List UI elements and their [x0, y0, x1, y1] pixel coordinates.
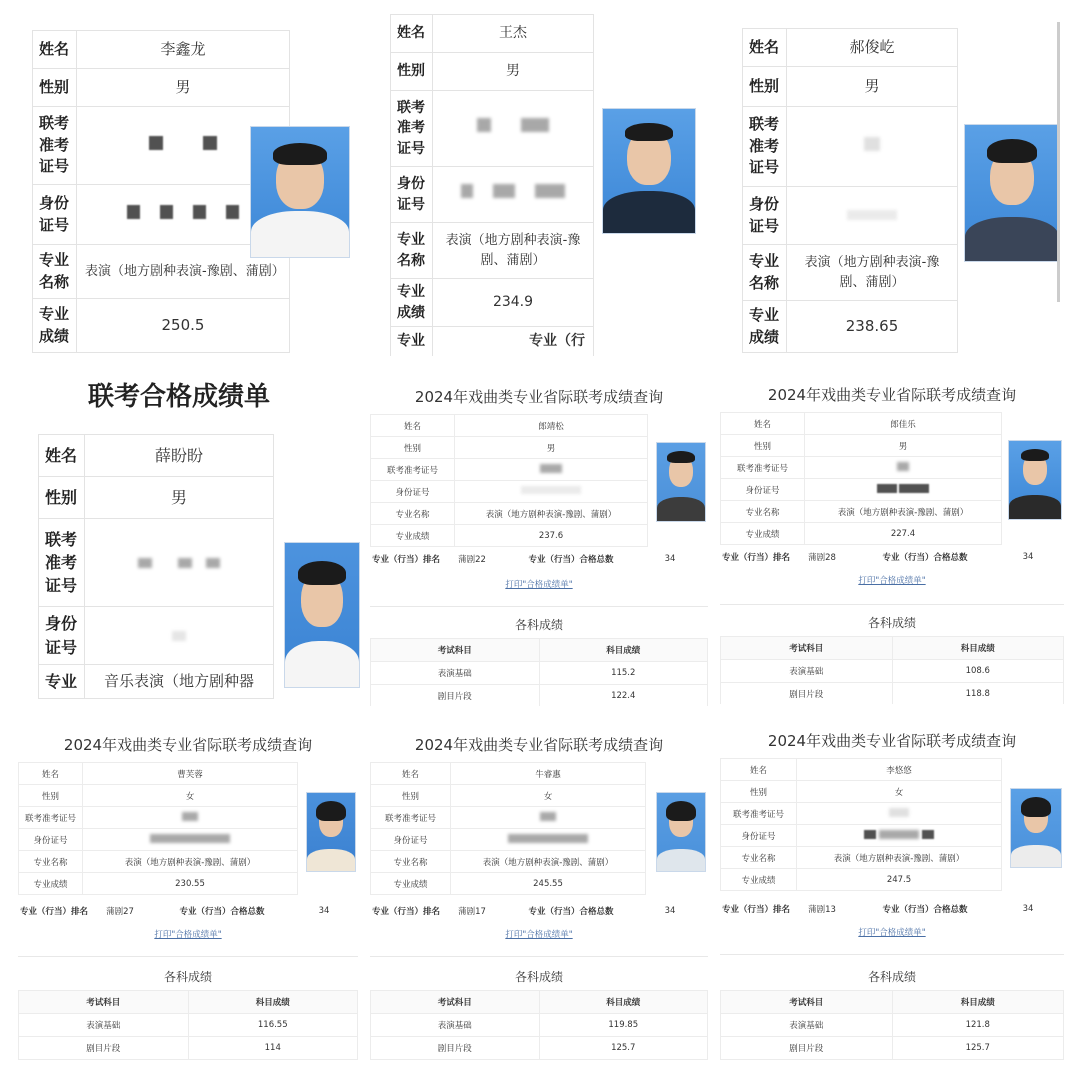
print-link[interactable]: 打印"合格成绩单" [858, 576, 926, 586]
subject-col-header: 考试科目 [721, 991, 893, 1014]
subject-name: 表演基础 [721, 660, 893, 683]
table-row [721, 1037, 1064, 1060]
total-label: 专业（行当）合格总数 [882, 905, 968, 915]
score-card-c [740, 22, 1062, 356]
name-value: 郝俊屹 [787, 29, 958, 67]
name-value: 薛盼盼 [85, 435, 274, 477]
major-label: 专业名称 [391, 223, 433, 279]
gender-value: 男 [455, 437, 648, 459]
exam-number-label: 联考准考证号 [391, 91, 433, 167]
major-value: 音乐表演（地方剧种器 [85, 665, 274, 699]
exam-number-label: 联考准考证号 [371, 459, 455, 481]
name-label: 姓名 [721, 413, 805, 435]
score-card-d [30, 370, 360, 700]
score-label: 专业成绩 [371, 873, 451, 895]
name-label: 姓名 [39, 435, 85, 477]
name-value: 李鑫龙 [77, 31, 290, 69]
print-link[interactable]: 打印"合格成绩单" [858, 928, 926, 938]
gender-value: 女 [83, 785, 298, 807]
subject-score: 118.8 [892, 683, 1064, 705]
rank-label: 专业（行当）排名 [721, 553, 790, 563]
candidate-photo [656, 442, 706, 522]
gender-value: 女 [451, 785, 646, 807]
gender-value: 男 [85, 477, 274, 519]
gender-label: 性别 [371, 785, 451, 807]
subjects-title: 各科成绩 [867, 970, 916, 984]
rank-label: 专业（行当）排名 [19, 907, 88, 917]
exam-number-redacted [797, 803, 1002, 825]
exam-number-redacted [85, 519, 274, 607]
rank-value: 蒲剧17 [458, 907, 486, 917]
subject-score: 125.7 [892, 1037, 1064, 1060]
major-value: 表演（地方剧种表演-豫剧、蒲剧） [77, 245, 290, 299]
score-label: 专业成绩 [743, 301, 787, 353]
major-label: 专业名称 [19, 851, 83, 873]
id-number-label: 身份证号 [33, 185, 77, 245]
subjects-title: 各科成绩 [514, 618, 563, 632]
candidate-photo [602, 108, 696, 234]
table-row [371, 1037, 708, 1060]
candidate-photo [656, 792, 706, 872]
major-value: 表演（地方剧种表演-豫剧、蒲剧） [797, 847, 1002, 869]
subject-score: 121.8 [892, 1014, 1064, 1037]
name-label: 姓名 [391, 15, 433, 53]
major-value: 表演（地方剧种表演-豫剧、蒲剧） [433, 223, 594, 279]
major-label: 专业名称 [721, 847, 797, 869]
major-label: 专业名称 [371, 503, 455, 525]
print-link[interactable]: 打印"合格成绩单" [505, 930, 573, 940]
gender-label: 性别 [721, 781, 797, 803]
exam-number-label: 联考准考证号 [39, 519, 85, 607]
subject-score: 116.55 [188, 1014, 358, 1037]
exam-number-redacted [805, 457, 1002, 479]
subject-score: 119.85 [539, 1014, 708, 1037]
gender-label: 性别 [39, 477, 85, 519]
rank-label: 专业（行当）排名 [721, 905, 790, 915]
total-value: 34 [664, 906, 676, 916]
major-short-label: 专业 [39, 665, 85, 699]
gender-label: 性别 [371, 437, 455, 459]
name-label: 姓名 [33, 31, 77, 69]
scrollbar[interactable] [1057, 22, 1060, 302]
candidate-photo [284, 542, 360, 688]
table-row [371, 685, 708, 707]
query-title: 2024年戏曲类专业省际联考成绩查询 [767, 732, 1017, 750]
score-value: 247.5 [797, 869, 1002, 891]
score-value: 237.6 [455, 525, 648, 547]
major-label: 专业名称 [743, 245, 787, 301]
subject-name: 剧目片段 [371, 1037, 540, 1060]
query-title: 2024年戏曲类专业省际联考成绩查询 [63, 736, 313, 754]
rank-label: 专业（行当）排名 [371, 907, 440, 917]
subject-score: 125.7 [539, 1037, 708, 1060]
name-value: 曹芙蓉 [83, 763, 298, 785]
subject-score: 108.6 [892, 660, 1064, 683]
subject-name: 剧目片段 [19, 1037, 189, 1060]
subject-score: 115.2 [539, 662, 708, 685]
candidate-photo [964, 124, 1060, 262]
exam-number-redacted [433, 91, 594, 167]
major-value: 表演（地方剧种表演-豫剧、蒲剧） [83, 851, 298, 873]
subject-name: 剧目片段 [371, 685, 540, 707]
id-number-label: 身份证号 [39, 607, 85, 665]
score-card-e [370, 378, 708, 706]
name-value: 王杰 [433, 15, 594, 53]
subject-col-header: 考试科目 [721, 637, 893, 660]
score-card-i [720, 724, 1064, 1064]
name-value: 李悠悠 [797, 759, 1002, 781]
gender-value: 女 [797, 781, 1002, 803]
subject-col-header: 考试科目 [19, 991, 189, 1014]
table-row [371, 1014, 708, 1037]
major-label: 专业名称 [33, 245, 77, 299]
rank-value: 蒲剧22 [458, 555, 486, 565]
total-value: 34 [1022, 904, 1034, 914]
id-number-redacted [455, 481, 648, 503]
id-number-label: 身份证号 [371, 481, 455, 503]
score-label: 专业成绩 [721, 869, 797, 891]
exam-number-redacted [787, 107, 958, 187]
subject-col-header: 考试科目 [371, 991, 540, 1014]
subject-name: 表演基础 [371, 662, 540, 685]
exam-number-label: 联考准考证号 [371, 807, 451, 829]
total-label: 专业（行当）合格总数 [179, 907, 265, 917]
score-value: 245.55 [451, 873, 646, 895]
major-label: 专业名称 [371, 851, 451, 873]
name-label: 姓名 [743, 29, 787, 67]
total-label: 专业（行当）合格总数 [528, 555, 614, 565]
score-value: 227.4 [805, 523, 1002, 545]
score-value: 234.9 [433, 279, 594, 327]
rank-value: 蒲剧27 [106, 907, 134, 917]
name-label: 姓名 [721, 759, 797, 781]
id-number-redacted [85, 607, 274, 665]
score-card-a [30, 28, 360, 356]
table-row [721, 1014, 1064, 1037]
total-label: 专业（行当）合格总数 [882, 553, 968, 563]
score-label: 专业成绩 [33, 299, 77, 353]
id-number-label: 身份证号 [721, 479, 805, 501]
exam-number-redacted [451, 807, 646, 829]
subject-name: 剧目片段 [721, 1037, 893, 1060]
score-card-b [388, 10, 706, 356]
candidate-photo [306, 792, 356, 872]
candidate-photo [1010, 788, 1062, 868]
subject-name: 剧目片段 [721, 683, 893, 705]
major-short-label: 专业 [391, 327, 433, 357]
total-value: 34 [664, 554, 676, 564]
exam-number-redacted [83, 807, 298, 829]
gender-label: 性别 [33, 69, 77, 107]
total-value: 34 [318, 906, 330, 916]
subject-score-col-header: 科目成绩 [892, 991, 1064, 1014]
id-number-redacted [433, 167, 594, 223]
gender-value: 男 [433, 53, 594, 91]
subject-score-col-header: 科目成绩 [539, 991, 708, 1014]
exam-number-label: 联考准考证号 [721, 457, 805, 479]
id-number-redacted [451, 829, 646, 851]
gender-label: 性别 [391, 53, 433, 91]
gender-label: 性别 [19, 785, 83, 807]
subject-col-header: 考试科目 [371, 639, 540, 662]
table-row [721, 683, 1064, 705]
rank-label: 专业（行当）排名 [371, 555, 440, 565]
exam-number-label: 联考准考证号 [19, 807, 83, 829]
total-value: 34 [1022, 552, 1034, 562]
major-value: 表演（地方剧种表演-豫剧、蒲剧） [451, 851, 646, 873]
score-label: 专业成绩 [371, 525, 455, 547]
id-number-label: 身份证号 [371, 829, 451, 851]
query-title: 2024年戏曲类专业省际联考成绩查询 [414, 736, 664, 754]
name-label: 姓名 [371, 763, 451, 785]
subject-score-col-header: 科目成绩 [188, 991, 358, 1014]
gender-label: 性别 [743, 67, 787, 107]
id-number-label: 身份证号 [721, 825, 797, 847]
subject-name: 表演基础 [19, 1014, 189, 1037]
subjects-title: 各科成绩 [514, 970, 563, 984]
id-number-redacted [797, 825, 1002, 847]
score-card-f [720, 376, 1064, 704]
subject-score-col-header: 科目成绩 [892, 637, 1064, 660]
id-number-redacted [805, 479, 1002, 501]
subject-score: 122.4 [539, 685, 708, 707]
subject-score: 114 [188, 1037, 358, 1060]
table-row [19, 1014, 358, 1037]
major-value: 表演（地方剧种表演-豫剧、蒲剧） [455, 503, 648, 525]
score-card-h [370, 728, 708, 1064]
query-title: 2024年戏曲类专业省际联考成绩查询 [414, 388, 664, 406]
id-number-label: 身份证号 [743, 187, 787, 245]
name-label: 姓名 [371, 415, 455, 437]
score-label: 专业成绩 [721, 523, 805, 545]
total-label: 专业（行当）合格总数 [528, 907, 614, 917]
exam-number-redacted [455, 459, 648, 481]
candidate-photo [250, 126, 350, 258]
name-label: 姓名 [19, 763, 83, 785]
subject-name: 表演基础 [371, 1014, 540, 1037]
subjects-title: 各科成绩 [867, 616, 916, 630]
rank-value: 蒲剧28 [808, 553, 836, 563]
print-link[interactable]: 打印"合格成绩单" [154, 930, 222, 940]
rank-label-cut: 专业（行 [433, 327, 594, 357]
major-label: 专业名称 [721, 501, 805, 523]
candidate-photo [1008, 440, 1062, 520]
exam-number-label: 联考准考证号 [33, 107, 77, 185]
page-title: 联考合格成绩单 [88, 382, 271, 412]
major-value: 表演（地方剧种表演-豫剧、蒲剧） [805, 501, 1002, 523]
table-row [721, 660, 1064, 683]
score-card-g [18, 728, 358, 1064]
id-number-label: 身份证号 [19, 829, 83, 851]
table-row [371, 662, 708, 685]
score-label: 专业成绩 [19, 873, 83, 895]
subjects-title: 各科成绩 [163, 970, 212, 984]
id-number-redacted [83, 829, 298, 851]
id-number-redacted [787, 187, 958, 245]
score-value: 230.55 [83, 873, 298, 895]
name-value: 郎靖松 [455, 415, 648, 437]
subject-name: 表演基础 [721, 1014, 893, 1037]
major-value: 表演（地方剧种表演-豫剧、蒲剧） [787, 245, 958, 301]
gender-value: 男 [787, 67, 958, 107]
gender-value: 男 [77, 69, 290, 107]
name-value: 郎佳乐 [805, 413, 1002, 435]
name-value: 牛睿惠 [451, 763, 646, 785]
rank-value: 蒲剧13 [808, 905, 836, 915]
id-number-label: 身份证号 [391, 167, 433, 223]
subject-score-col-header: 科目成绩 [539, 639, 708, 662]
score-value: 250.5 [77, 299, 290, 353]
score-value: 238.65 [787, 301, 958, 353]
table-row [19, 1037, 358, 1060]
print-link[interactable]: 打印"合格成绩单" [505, 580, 573, 590]
gender-value: 男 [805, 435, 1002, 457]
score-label: 专业成绩 [391, 279, 433, 327]
exam-number-label: 联考准考证号 [721, 803, 797, 825]
gender-label: 性别 [721, 435, 805, 457]
query-title: 2024年戏曲类专业省际联考成绩查询 [767, 386, 1017, 404]
exam-number-label: 联考准考证号 [743, 107, 787, 187]
